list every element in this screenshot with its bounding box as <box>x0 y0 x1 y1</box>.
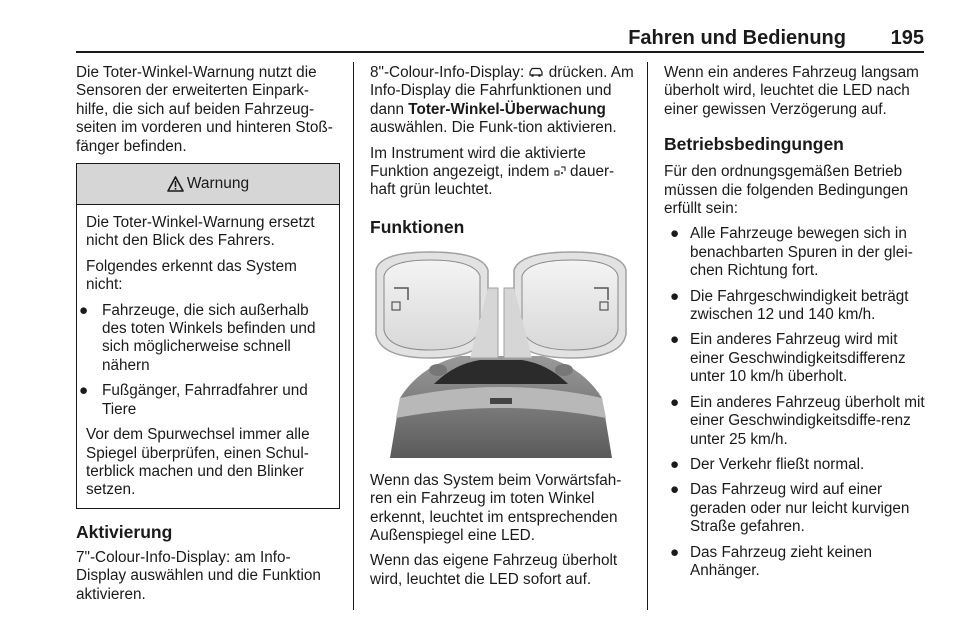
bullet-icon: ● <box>670 393 680 411</box>
function-paragraph-1: Wenn das System beim Vorwärtsfah-ren ein Fahrzeug im toten Winkel erkennt, leuchtet im entsprechenden Außenspiegel eine LED. <box>370 471 622 545</box>
list-item: ● Der Verkehr fließt normal. <box>670 455 865 473</box>
list-item: ● Die Fahrgeschwindigkeit beträgt zwischen 12 und 140 km/h. <box>670 287 909 324</box>
heading-aktivierung: Aktivierung <box>76 521 173 542</box>
header-rule <box>76 51 924 53</box>
car-icon <box>528 66 544 78</box>
list-item: ● Ein anderes Fahrzeug überholt mit einer Geschwindigkeitsdiffe-renz unter 25 km/h. <box>670 393 925 448</box>
list-item: ● Das Fahrzeug wird auf einer geraden oder nur leicht kurvigen Straße gefahren. <box>670 481 910 536</box>
warning-header <box>77 164 339 205</box>
bullet-icon: ● <box>670 455 680 473</box>
heading-funktionen: Funktionen <box>370 216 465 237</box>
list-item: ● Fahrzeuge, die sich außerhalb des toten Winkels befinden und sich möglicherweise schnell nähern <box>79 301 316 374</box>
warning-box <box>76 163 340 509</box>
bullet-icon: ● <box>670 287 680 305</box>
column-3 <box>664 64 930 587</box>
page-header <box>76 27 924 51</box>
column-1 <box>76 64 340 611</box>
blind-spot-indicator-icon <box>554 165 566 177</box>
bullet-icon: ● <box>79 382 89 400</box>
heading-betriebsbedingungen: Betriebsbedingungen <box>664 134 844 155</box>
activation-paragraph: 7"-Colour-Info-Display: am Info-Display auswählen und die Funktion aktivieren. <box>76 548 321 603</box>
list-item: ● Fußgänger, Fahrradfahrer und Tiere <box>79 382 308 418</box>
warning-title: Warnung <box>186 174 250 192</box>
warning-triangle-icon <box>167 176 184 192</box>
list-item: ● Das Fahrzeug zieht keinen Anhänger. <box>670 543 872 579</box>
warning-body <box>77 205 339 508</box>
section-title: Fahren und Bedienung <box>628 27 846 49</box>
warning-paragraph-2: Folgendes erkennt das System nicht: <box>86 257 297 294</box>
function-paragraph-2: Wenn das eigene Fahrzeug überholt wird, leuchtet die LED sofort auf. <box>370 552 618 588</box>
warning-paragraph-3: Vor dem Spurwechsel immer alle Spiegel überprüfen, einen Schul-terblick machen und den Blinker setzen. <box>86 426 310 499</box>
bullet-icon: ● <box>670 543 680 561</box>
bullet-icon: ● <box>670 481 680 499</box>
bullet-icon: ● <box>670 225 680 243</box>
bullet-icon: ● <box>79 301 89 319</box>
column-divider-1 <box>353 62 354 610</box>
intro-paragraph: Die Toter-Winkel-Warnung nutzt die Sensoren der erweiterten Einpark-hilfe, die sich auf beiden Fahrzeug-seiten im vorderen und hinteren Stoß-fänger befinden. <box>76 64 333 155</box>
conditions-intro: Für den ordnungsgemäßen Betrieb müssen die folgenden Bedingungen erfüllt sein: <box>664 163 909 218</box>
bullet-icon: ● <box>670 331 680 349</box>
overtake-paragraph: Wenn ein anderes Fahrzeug langsam überholt wird, leuchtet die LED nach einer gewissen Verzögerung auf. <box>664 64 919 118</box>
list-item: ● Ein anderes Fahrzeug wird mit einer Geschwindigkeitsdifferenz unter 10 km/h überholt. <box>670 331 906 386</box>
column-divider-2 <box>647 62 648 610</box>
display-paragraph: 8"-Colour-Info-Display: drücken. Am Info-Display die Fahrfunktionen und dann Toter-Winkel-Überwachung auswählen. Die Funk-tion aktivieren. <box>370 64 634 137</box>
page-number: 195 <box>890 27 924 49</box>
list-item: ● Alle Fahrzeuge bewegen sich in benachbarten Spuren in der glei-chen Richtung fort. <box>670 225 913 280</box>
warning-paragraph-1: Die Toter-Winkel-Warnung ersetzt nicht den Blick des Fahrers. <box>86 214 315 250</box>
column-2 <box>370 64 634 596</box>
instrument-paragraph: Im Instrument wird die aktivierte Funktion angezeigt, indem dauer-haft grün leuchtet. <box>370 144 615 199</box>
mirrors-illustration <box>370 248 632 458</box>
